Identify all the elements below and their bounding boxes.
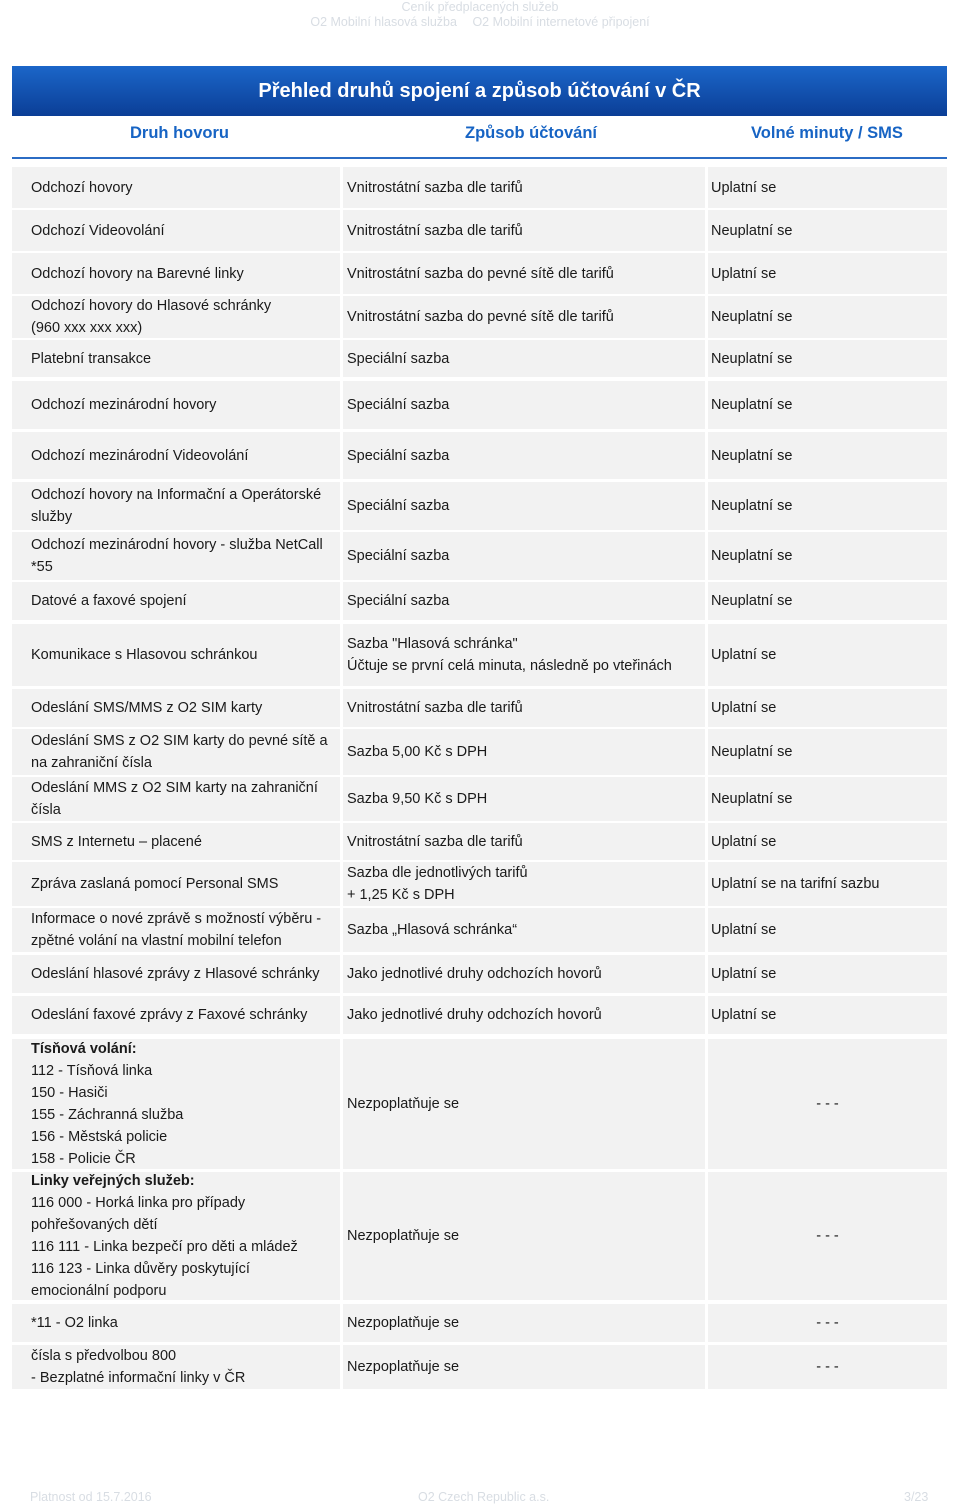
call-type-cell xyxy=(12,1172,340,1300)
cell-line: Neuplatní se xyxy=(711,498,793,514)
cell-line: Uplatní se na tarifní sazbu xyxy=(711,876,880,892)
cell-text xyxy=(31,1170,298,1302)
cell-line: Odchozí mezinárodní Videovolání xyxy=(31,447,249,464)
column-header-type: Druh hovoru xyxy=(130,124,229,142)
call-type-cell xyxy=(12,296,340,338)
footer-company: O2 Czech Republic a.s. xyxy=(418,1490,550,1504)
header-sub-item: O2 Mobilní hlasová služba xyxy=(310,15,457,29)
free-units-cell xyxy=(708,167,947,208)
cell-text xyxy=(347,862,528,906)
call-type-cell xyxy=(12,210,340,251)
cell-line: Odchozí mezinárodní hovory xyxy=(31,397,217,413)
table-row xyxy=(12,253,947,294)
table-row xyxy=(12,1172,947,1300)
table-row xyxy=(12,210,947,251)
cell-line: Uplatní se xyxy=(711,1007,777,1023)
cell-text xyxy=(31,831,202,853)
free-units-cell xyxy=(708,1172,947,1300)
billing-cell xyxy=(343,1345,705,1389)
cell-line: Vnitrostátní sazba dle tarifů xyxy=(347,179,523,196)
billing-cell xyxy=(343,482,705,530)
cell-text xyxy=(31,730,328,774)
free-units-cell xyxy=(708,482,947,530)
call-type-cell xyxy=(12,862,340,906)
cell-line: *55 xyxy=(31,559,53,575)
cell-line: Komunikace s Hlasovou schránkou xyxy=(31,647,258,663)
cell-text xyxy=(347,263,614,285)
cell-line: Neuplatní se xyxy=(711,222,793,239)
call-type-cell xyxy=(12,689,340,727)
cell-text xyxy=(347,1356,459,1378)
cell-line: Uplatní se xyxy=(711,922,777,938)
cell-line: Speciální sazba xyxy=(347,548,450,564)
call-type-cell xyxy=(12,729,340,775)
footer-validity: Platnost od 15.7.2016 xyxy=(30,1490,152,1504)
cell-line: Odeslání faxové zprávy z Faxové schránky xyxy=(31,1007,308,1023)
cell-line: Odchozí hovory do Hlasové schránky xyxy=(31,298,272,314)
cell-text xyxy=(31,777,318,821)
cell-line: Neuplatní se xyxy=(711,447,793,464)
free-units-cell xyxy=(708,823,947,860)
free-units-cell xyxy=(708,862,947,906)
cell-text xyxy=(347,1004,602,1026)
cell-text xyxy=(31,1345,245,1389)
table-row xyxy=(12,862,947,906)
cell-text xyxy=(31,1004,307,1026)
cell-line: Sazba „Hlasová schránka“ xyxy=(347,922,518,938)
cell-line: Vnitrostátní sazba dle tarifů xyxy=(347,222,523,239)
footer-page-number: 3/23 xyxy=(904,1490,929,1504)
cell-text xyxy=(31,295,271,339)
cell-text xyxy=(347,1225,459,1247)
cell-line: Speciální sazba xyxy=(347,593,450,609)
free-units-cell xyxy=(708,532,947,580)
cell-text xyxy=(347,633,672,677)
document-header-subtitle xyxy=(0,15,960,29)
cell-text xyxy=(347,1093,459,1115)
cell-line: Speciální sazba xyxy=(347,397,450,413)
cell-line: Uplatní se xyxy=(711,700,777,716)
cell-text xyxy=(347,348,449,370)
table-row xyxy=(12,777,947,821)
billing-cell xyxy=(343,432,705,479)
cell-text xyxy=(31,534,323,578)
cell-line: Účtuje se první celá minuta, následně po vteřinách xyxy=(347,658,672,674)
cell-line: emocionální podporu xyxy=(31,1283,167,1299)
cell-text xyxy=(347,394,449,416)
cell-text xyxy=(347,963,602,985)
cell-text xyxy=(347,177,523,199)
cell-text xyxy=(347,919,517,941)
billing-cell xyxy=(343,381,705,429)
billing-cell xyxy=(343,729,705,775)
cell-heading: Tísňová volání: xyxy=(31,1041,137,1057)
cell-text xyxy=(31,1312,118,1334)
cell-line: Zpráva zaslaná pomocí Personal SMS xyxy=(31,876,279,892)
cell-line: - Bezplatné informační linky v ČR xyxy=(31,1370,246,1386)
cell-text xyxy=(31,484,321,528)
cell-text xyxy=(31,590,187,612)
document-header-title: Ceník předplacených služeb xyxy=(401,0,559,14)
cell-line: Nezpoplatňuje se xyxy=(347,1228,460,1244)
call-type-cell xyxy=(12,823,340,860)
cell-line: Datové a faxové spojení xyxy=(31,593,187,609)
cell-line: Uplatní se xyxy=(711,833,777,850)
billing-cell xyxy=(343,1304,705,1342)
cell-text xyxy=(31,644,257,666)
free-units-cell xyxy=(708,689,947,727)
cell-text xyxy=(347,831,523,853)
cell-line: 116 000 - Horká linka pro případy xyxy=(31,1195,246,1211)
call-type-cell xyxy=(12,1304,340,1342)
cell-line: Vnitrostátní sazba dle tarifů xyxy=(347,700,523,716)
cell-line: Informace o nové zprávě s možností výběru - xyxy=(31,911,322,927)
call-type-cell xyxy=(12,340,340,377)
cell-line: - - - xyxy=(816,1096,839,1112)
table-row xyxy=(12,1345,947,1389)
cell-line: *11 - O2 linka xyxy=(31,1315,118,1331)
cell-line: Neuplatní se xyxy=(711,548,793,564)
cell-line: Uplatní se xyxy=(711,265,777,282)
cell-line: Sazba 5,00 Kč s DPH xyxy=(347,744,488,760)
free-units-cell xyxy=(708,777,947,821)
table-row xyxy=(12,340,947,377)
table-row xyxy=(12,1304,947,1342)
cell-line: - - - xyxy=(816,1228,839,1244)
cell-text xyxy=(31,1038,183,1170)
cell-text xyxy=(347,590,449,612)
cell-text xyxy=(31,873,278,895)
cell-line: Uplatní se xyxy=(711,647,777,663)
cell-line: Neuplatní se xyxy=(711,309,793,325)
cell-line: Uplatní se xyxy=(711,179,777,196)
cell-line: Neuplatní se xyxy=(711,744,793,760)
call-type-cell xyxy=(12,432,340,479)
table-row xyxy=(12,955,947,993)
call-type-cell xyxy=(12,996,340,1034)
cell-line: pohřešovaných dětí xyxy=(31,1217,158,1233)
billing-cell xyxy=(343,253,705,294)
cell-line: Nezpoplatňuje se xyxy=(347,1096,460,1112)
cell-text xyxy=(31,394,216,416)
billing-cell xyxy=(343,689,705,727)
cell-text xyxy=(347,545,449,567)
table-row xyxy=(12,823,947,860)
billing-cell xyxy=(343,908,705,952)
free-units-cell xyxy=(708,908,947,952)
cell-line: Speciální sazba xyxy=(347,350,450,367)
cell-line: služby xyxy=(31,509,73,525)
cell-line: Vnitrostátní sazba do pevné sítě dle tarifů xyxy=(347,309,614,325)
cell-text xyxy=(31,220,165,242)
billing-cell xyxy=(343,996,705,1034)
billing-cell xyxy=(343,296,705,338)
cell-heading: Linky veřejných služeb: xyxy=(31,1173,195,1189)
cell-line: 116 123 - Linka důvěry poskytující xyxy=(31,1261,250,1277)
free-units-cell xyxy=(708,296,947,338)
cell-line: Platební transakce xyxy=(31,350,152,367)
call-type-cell xyxy=(12,381,340,429)
cell-line: 116 111 - Linka bezpečí pro děti a mládež xyxy=(31,1239,298,1255)
table-row xyxy=(12,1039,947,1169)
free-units-cell xyxy=(708,253,947,294)
cell-text xyxy=(31,908,321,952)
cell-text xyxy=(31,263,244,285)
cell-line: 150 - Hasiči xyxy=(31,1085,108,1101)
free-units-cell xyxy=(708,996,947,1034)
cell-line: Odeslání SMS z O2 SIM karty do pevné sítě a xyxy=(31,733,328,749)
cell-text xyxy=(31,445,248,467)
table-row xyxy=(12,729,947,775)
call-type-cell xyxy=(12,482,340,530)
cell-line: Odchozí mezinárodní hovory - služba NetCall xyxy=(31,537,323,553)
cell-text xyxy=(31,963,320,985)
cell-line: Odeslání SMS/MMS z O2 SIM karty xyxy=(31,700,263,716)
call-type-cell xyxy=(12,1039,340,1169)
cell-line: Jako jednotlivé druhy odchozích hovorů xyxy=(347,1007,602,1023)
cell-text xyxy=(31,177,133,199)
cell-line: - - - xyxy=(816,1359,839,1375)
cell-text xyxy=(347,306,614,328)
billing-cell xyxy=(343,532,705,580)
free-units-cell xyxy=(708,1304,947,1342)
billing-cell xyxy=(343,862,705,906)
cell-line: na zahraniční čísla xyxy=(31,755,152,771)
call-type-cell xyxy=(12,1345,340,1389)
billing-cell xyxy=(343,1039,705,1169)
cell-line: Sazba dle jednotlivých tarifů xyxy=(347,865,528,881)
cell-line: 155 - Záchranná služba xyxy=(31,1107,184,1123)
free-units-cell xyxy=(708,210,947,251)
cell-line: Neuplatní se xyxy=(711,791,793,807)
free-units-cell xyxy=(708,582,947,620)
cell-line: Vnitrostátní sazba dle tarifů xyxy=(347,833,523,850)
billing-cell xyxy=(343,210,705,251)
free-units-cell xyxy=(708,1039,947,1169)
table-row xyxy=(12,532,947,580)
cell-line: Odeslání MMS z O2 SIM karty na zahraniční xyxy=(31,780,318,796)
cell-line: 158 - Policie ČR xyxy=(31,1151,136,1167)
cell-line: 156 - Městská policie xyxy=(31,1129,168,1145)
cell-text xyxy=(347,697,523,719)
free-units-cell xyxy=(708,432,947,479)
table-row xyxy=(12,167,947,208)
table-row xyxy=(12,996,947,1034)
cell-line: Sazba "Hlasová schránka" xyxy=(347,636,518,652)
billing-cell xyxy=(343,823,705,860)
call-type-cell xyxy=(12,253,340,294)
free-units-cell xyxy=(708,729,947,775)
call-type-cell xyxy=(12,777,340,821)
table-title: Přehled druhů spojení a způsob účtování v ČR xyxy=(12,66,947,116)
cell-line: Sazba 9,50 Kč s DPH xyxy=(347,791,488,807)
cell-line: (960 xxx xxx xxx) xyxy=(31,320,143,336)
table-row xyxy=(12,432,947,479)
cell-text xyxy=(347,788,487,810)
cell-line: SMS z Internetu – placené xyxy=(31,833,202,850)
cell-line: 112 - Tísňová linka xyxy=(31,1063,153,1079)
cell-line: Neuplatní se xyxy=(711,397,793,413)
free-units-cell xyxy=(708,624,947,686)
cell-line: Vnitrostátní sazba do pevné sítě dle tarifů xyxy=(347,265,614,282)
billing-cell xyxy=(343,167,705,208)
column-header-free-units: Volné minuty / SMS xyxy=(751,124,903,142)
billing-cell xyxy=(343,1172,705,1300)
cell-line: Speciální sazba xyxy=(347,447,450,464)
cell-line: Jako jednotlivé druhy odchozích hovorů xyxy=(347,966,602,982)
cell-text xyxy=(347,445,449,467)
billing-cell xyxy=(343,777,705,821)
call-type-cell xyxy=(12,624,340,686)
cell-text xyxy=(347,1312,459,1334)
cell-line: Odchozí Videovolání xyxy=(31,222,165,239)
cell-line: - - - xyxy=(816,1315,839,1331)
cell-line: Odchozí hovory na Barevné linky xyxy=(31,265,244,282)
cell-text xyxy=(347,220,523,242)
column-header-billing: Způsob účtování xyxy=(465,124,597,142)
call-type-cell xyxy=(12,908,340,952)
cell-line: Odchozí hovory na Informační a Operátorské xyxy=(31,487,322,503)
free-units-cell xyxy=(708,381,947,429)
header-divider xyxy=(12,157,947,159)
table-row xyxy=(12,908,947,952)
call-type-cell xyxy=(12,532,340,580)
table-row xyxy=(12,582,947,620)
billing-cell xyxy=(343,582,705,620)
cell-text xyxy=(347,741,487,763)
table-row xyxy=(12,624,947,686)
cell-line: zpětné volání na vlastní mobilní telefon xyxy=(31,933,282,949)
call-type-cell xyxy=(12,955,340,993)
cell-line: čísla s předvolbou 800 xyxy=(31,1348,177,1364)
cell-line: čísla xyxy=(31,802,61,818)
call-type-cell xyxy=(12,167,340,208)
cell-line: Speciální sazba xyxy=(347,498,450,514)
cell-line: Odchozí hovory xyxy=(31,179,133,196)
table-row xyxy=(12,689,947,727)
call-type-cell xyxy=(12,582,340,620)
cell-line: Uplatní se xyxy=(711,966,777,982)
header-sub-item: O2 Mobilní internetové připojení xyxy=(472,15,650,29)
free-units-cell xyxy=(708,1345,947,1389)
billing-cell xyxy=(343,340,705,377)
cell-text xyxy=(31,697,262,719)
cell-line: Odeslání hlasové zprávy z Hlasové schránky xyxy=(31,966,320,982)
table-row xyxy=(12,381,947,429)
cell-line: Nezpoplatňuje se xyxy=(347,1315,460,1331)
table-row xyxy=(12,482,947,530)
cell-line: Neuplatní se xyxy=(711,593,793,609)
cell-text xyxy=(347,495,449,517)
cell-line: + 1,25 Kč s DPH xyxy=(347,887,455,903)
cell-line: Nezpoplatňuje se xyxy=(347,1359,460,1375)
cell-line: Neuplatní se xyxy=(711,350,793,367)
billing-cell xyxy=(343,955,705,993)
billing-cell xyxy=(343,624,705,686)
table-row xyxy=(12,296,947,338)
free-units-cell xyxy=(708,955,947,993)
free-units-cell xyxy=(708,340,947,377)
cell-text xyxy=(31,348,151,370)
